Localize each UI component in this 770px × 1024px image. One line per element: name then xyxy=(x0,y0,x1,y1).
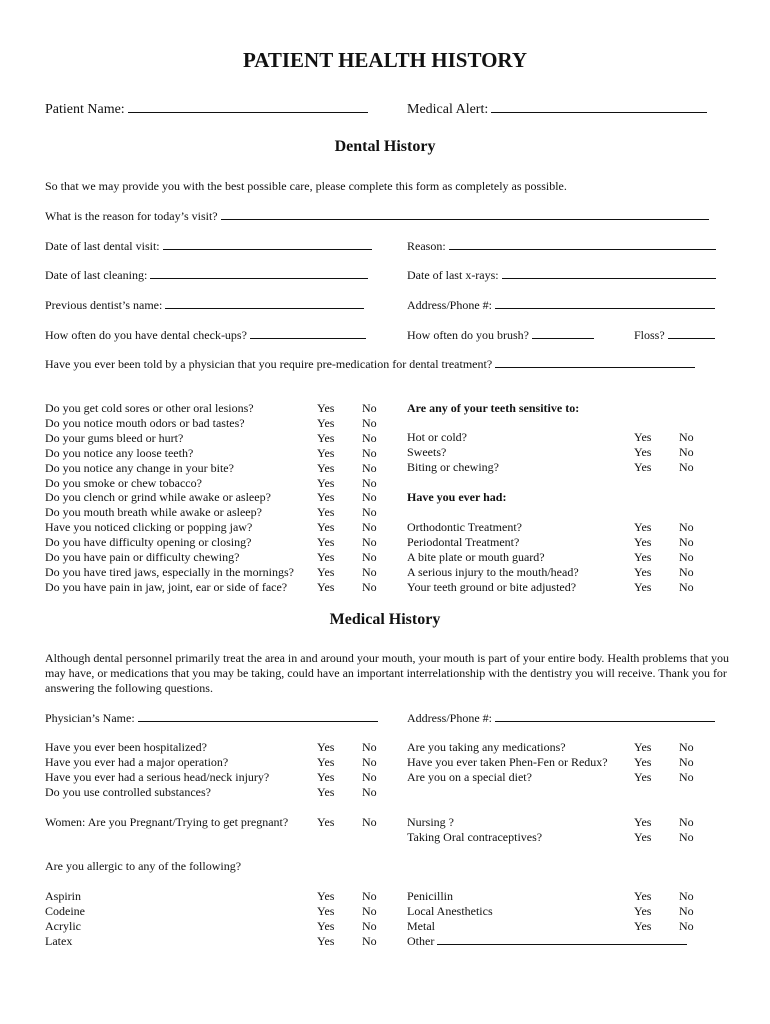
floss-label: Floss? xyxy=(634,328,665,342)
dental-no[interactable]: No xyxy=(362,550,377,564)
ever-had-yes[interactable]: Yes xyxy=(634,565,652,579)
dental-question: Do you have difficulty opening or closing? xyxy=(45,535,252,550)
reason-visit-field[interactable] xyxy=(221,208,709,220)
last-xrays-field[interactable] xyxy=(502,267,716,279)
medical-right-no[interactable]: No xyxy=(679,770,694,784)
ever-had-no[interactable]: No xyxy=(679,580,694,594)
prev-dentist-row xyxy=(45,297,364,313)
brush-field[interactable] xyxy=(532,327,594,339)
dental-no[interactable]: No xyxy=(362,535,377,550)
premed-label: Have you ever been told by a physician that you require pre-medication for dental treatment? xyxy=(45,357,493,371)
dental-no[interactable]: No xyxy=(362,505,377,520)
women-no[interactable]: No xyxy=(362,815,377,829)
allergy-right-no[interactable]: No xyxy=(679,889,694,903)
dental-question: Do you get cold sores or other oral lesions? xyxy=(45,401,254,415)
allergy-left-no[interactable]: No xyxy=(362,934,377,948)
dental-no[interactable]: No xyxy=(362,564,377,579)
dental-yes[interactable]: Yes xyxy=(317,401,335,415)
dental-question: Do you have pain or difficulty chewing? xyxy=(45,550,240,564)
medical-left-no[interactable]: No xyxy=(362,755,377,769)
medical-history-heading: Medical History xyxy=(329,611,441,628)
women-yes[interactable]: Yes xyxy=(317,815,335,829)
allergic-question: Are you allergic to any of the following? xyxy=(45,859,242,873)
dental-yes[interactable]: Yes xyxy=(317,415,335,430)
allergy-right-no[interactable]: No xyxy=(679,904,694,918)
dental-question: Do you clench or grind while awake or asleep? xyxy=(45,490,271,505)
sensitive-no[interactable]: No xyxy=(679,430,694,444)
medical-alert-row xyxy=(407,101,707,118)
allergy-left-yes[interactable]: Yes xyxy=(317,889,335,903)
dental-no[interactable]: No xyxy=(362,460,377,475)
dental-no[interactable]: No xyxy=(362,415,377,430)
medical-left-question: Have you ever had a serious head/neck injury? xyxy=(45,770,270,784)
physician-field[interactable] xyxy=(138,710,378,722)
dental-history-heading: Dental History xyxy=(334,138,436,155)
sensitive-no[interactable]: No xyxy=(679,460,694,474)
checkups-field[interactable] xyxy=(250,327,366,339)
last-xrays-row xyxy=(407,267,716,283)
dental-question: Do you smoke or chew tobacco? xyxy=(45,475,202,490)
patient-name-row xyxy=(45,101,368,118)
dentist-address-field[interactable] xyxy=(495,297,715,309)
ever-had-question: A serious injury to the mouth/head? xyxy=(407,565,579,579)
ever-had-no[interactable]: No xyxy=(679,565,694,579)
ever-had-no[interactable]: No xyxy=(679,550,694,564)
medical-left-no[interactable]: No xyxy=(362,770,377,784)
dental-question: Do you have tired jaws, especially in the mornings? xyxy=(45,564,294,579)
medical-right-question: Have you ever taken Phen-Fen or Redux? xyxy=(407,755,608,769)
floss-field[interactable] xyxy=(668,327,715,339)
allergy-right-yes[interactable]: Yes xyxy=(634,889,652,903)
sensitive-yes[interactable]: Yes xyxy=(634,460,652,474)
allergy-right-yes[interactable]: Yes xyxy=(634,904,652,918)
reason-field[interactable] xyxy=(449,238,716,250)
allergy-left-no[interactable]: No xyxy=(362,889,377,903)
physician-address-label: Address/Phone #: xyxy=(407,711,492,725)
prev-dentist-label: Previous dentist’s name: xyxy=(45,298,163,312)
dental-yes[interactable]: Yes xyxy=(317,490,335,505)
ever-had-yes[interactable]: Yes xyxy=(634,550,652,564)
reason-visit-label: What is the reason for today’s visit? xyxy=(45,209,218,223)
medical-right-no[interactable]: No xyxy=(679,740,694,754)
reason-visit-row xyxy=(45,208,709,224)
dental-yes[interactable]: Yes xyxy=(317,430,335,445)
allergy-left-question: Aspirin xyxy=(45,889,81,903)
dental-yes[interactable]: Yes xyxy=(317,460,335,475)
last-visit-label: Date of last dental visit: xyxy=(45,239,160,253)
sensitive-question: Biting or chewing? xyxy=(407,460,499,474)
dental-question: Do you notice any change in your bite? xyxy=(45,460,234,475)
dental-yes[interactable]: Yes xyxy=(317,564,335,579)
contraceptives-no[interactable]: No xyxy=(679,830,694,844)
premed-field[interactable] xyxy=(495,356,695,368)
medical-right-yes[interactable]: Yes xyxy=(634,755,652,769)
reason-row xyxy=(407,238,716,254)
allergy-left-yes[interactable]: Yes xyxy=(317,919,335,933)
dental-no[interactable]: No xyxy=(362,475,377,490)
medical-left-yes[interactable]: Yes xyxy=(317,755,335,769)
ever-had-question: Your teeth ground or bite adjusted? xyxy=(407,580,577,594)
medical-right-yes[interactable]: Yes xyxy=(634,770,652,784)
medical-left-yes[interactable]: Yes xyxy=(317,740,335,754)
other-allergy-label: Other xyxy=(407,934,435,948)
sensitive-no[interactable]: No xyxy=(679,445,694,459)
allergy-right-question: Metal xyxy=(407,919,435,933)
ever-had-yes[interactable]: Yes xyxy=(634,580,652,594)
ever-had-question: Orthodontic Treatment? xyxy=(407,520,522,534)
medical-left-question: Have you ever had a major operation? xyxy=(45,755,229,769)
checkups-label: How often do you have dental check-ups? xyxy=(45,328,247,342)
medical-left-question: Do you use controlled substances? xyxy=(45,785,211,799)
medical-left-question: Have you ever been hospitalized? xyxy=(45,740,207,754)
floss-row xyxy=(634,327,715,343)
ever-had-yes[interactable]: Yes xyxy=(634,535,652,549)
medical-right-no[interactable]: No xyxy=(679,755,694,769)
allergy-left-no[interactable]: No xyxy=(362,904,377,918)
allergy-left-yes[interactable]: Yes xyxy=(317,934,335,948)
allergy-right-no[interactable]: No xyxy=(679,919,694,933)
sensitive-yes[interactable]: Yes xyxy=(634,445,652,459)
dental-no[interactable]: No xyxy=(362,520,377,535)
allergy-right-question: Penicillin xyxy=(407,889,453,903)
allergy-right-question: Local Anesthetics xyxy=(407,904,493,918)
sensitive-heading: Are any of your teeth sensitive to: xyxy=(407,401,580,415)
dental-no[interactable]: No xyxy=(362,401,377,415)
medical-left-yes[interactable]: Yes xyxy=(317,785,335,799)
sensitive-yes[interactable]: Yes xyxy=(634,430,652,444)
dental-question: Have you noticed clicking or popping jaw? xyxy=(45,520,253,535)
women-question: Women: Are you Pregnant/Trying to get pregnant? xyxy=(45,815,289,829)
ever-had-question: Periodontal Treatment? xyxy=(407,535,520,549)
dentist-address-row xyxy=(407,297,715,313)
dental-no[interactable]: No xyxy=(362,579,377,594)
medical-left-yes[interactable]: Yes xyxy=(317,770,335,784)
page-title: PATIENT HEALTH HISTORY xyxy=(242,48,528,72)
brush-row xyxy=(407,327,594,343)
medical-right-yes[interactable]: Yes xyxy=(634,740,652,754)
checkups-row xyxy=(45,327,366,343)
allergy-left-question: Latex xyxy=(45,934,73,948)
dental-no[interactable]: No xyxy=(362,445,377,460)
ever-had-question: A bite plate or mouth guard? xyxy=(407,550,545,564)
allergy-left-no[interactable]: No xyxy=(362,919,377,933)
contraceptives-question: Taking Oral contraceptives? xyxy=(407,830,543,844)
medical-left-no[interactable]: No xyxy=(362,785,377,799)
last-xrays-label: Date of last x-rays: xyxy=(407,268,499,282)
dental-yes[interactable]: Yes xyxy=(317,475,335,490)
prev-dentist-field[interactable] xyxy=(165,297,364,309)
patient-name-label: Patient Name: xyxy=(45,102,125,117)
brush-label: How often do you brush? xyxy=(407,328,529,342)
nursing-no[interactable]: No xyxy=(679,815,694,829)
reason-label: Reason: xyxy=(407,239,446,253)
dental-yes[interactable]: Yes xyxy=(317,579,335,594)
other-allergy-field[interactable] xyxy=(437,933,687,945)
dental-question: Do you have pain in jaw, joint, ear or side of face? xyxy=(45,579,288,594)
other-allergy-row xyxy=(407,933,687,949)
medical-intro: Although dental personnel primarily treat the area in and around your mouth, your mouth is part of your entire body. Health problems that you may have, or medications that you may be taking, could have an important interrelationship with the dentistry you will receive. Thank you for answering the following questions. xyxy=(45,651,730,695)
medical-right-question: Are you on a special diet? xyxy=(407,770,532,784)
dental-question: Do you notice any loose teeth? xyxy=(45,445,194,460)
dentist-address-label: Address/Phone #: xyxy=(407,298,492,312)
physician-address-row xyxy=(407,710,715,726)
dental-question: Do you mouth breath while awake or asleep? xyxy=(45,505,262,520)
dental-yes[interactable]: Yes xyxy=(317,535,335,550)
physician-address-field[interactable] xyxy=(495,710,715,722)
medical-alert-label: Medical Alert: xyxy=(407,102,489,117)
physician-label: Physician’s Name: xyxy=(45,711,135,725)
dental-no[interactable]: No xyxy=(362,430,377,445)
last-cleaning-field[interactable] xyxy=(150,267,368,279)
ever-had-heading: Have you ever had: xyxy=(407,490,507,504)
last-cleaning-row xyxy=(45,267,368,283)
dental-question: Do you notice mouth odors or bad tastes? xyxy=(45,415,245,430)
allergy-left-question: Acrylic xyxy=(45,919,81,933)
dental-yes[interactable]: Yes xyxy=(317,445,335,460)
medical-right-question: Are you taking any medications? xyxy=(407,740,566,754)
last-visit-row xyxy=(45,238,372,254)
dental-intro: So that we may provide you with the best possible care, please complete this form as completely as possible. xyxy=(45,179,567,193)
dental-no[interactable]: No xyxy=(362,490,377,505)
physician-row xyxy=(45,710,378,726)
patient-name-field[interactable] xyxy=(128,101,368,113)
last-visit-field[interactable] xyxy=(163,238,372,250)
medical-left-no[interactable]: No xyxy=(362,740,377,754)
allergy-left-yes[interactable]: Yes xyxy=(317,904,335,918)
ever-had-yes[interactable]: Yes xyxy=(634,520,652,534)
medical-alert-field[interactable] xyxy=(491,101,707,113)
contraceptives-yes[interactable]: Yes xyxy=(634,830,652,844)
dental-question: Do your gums bleed or hurt? xyxy=(45,430,184,445)
sensitive-question: Sweets? xyxy=(407,445,447,459)
sensitive-question: Hot or cold? xyxy=(407,430,467,444)
premed-row xyxy=(45,356,695,372)
dental-yes[interactable]: Yes xyxy=(317,520,335,535)
dental-yes[interactable]: Yes xyxy=(317,550,335,564)
allergy-left-question: Codeine xyxy=(45,904,85,918)
nursing-question: Nursing ? xyxy=(407,815,454,829)
ever-had-no[interactable]: No xyxy=(679,520,694,534)
nursing-yes[interactable]: Yes xyxy=(634,815,652,829)
dental-yes[interactable]: Yes xyxy=(317,505,335,520)
allergy-right-yes[interactable]: Yes xyxy=(634,919,652,933)
ever-had-no[interactable]: No xyxy=(679,535,694,549)
last-cleaning-label: Date of last cleaning: xyxy=(45,268,148,282)
